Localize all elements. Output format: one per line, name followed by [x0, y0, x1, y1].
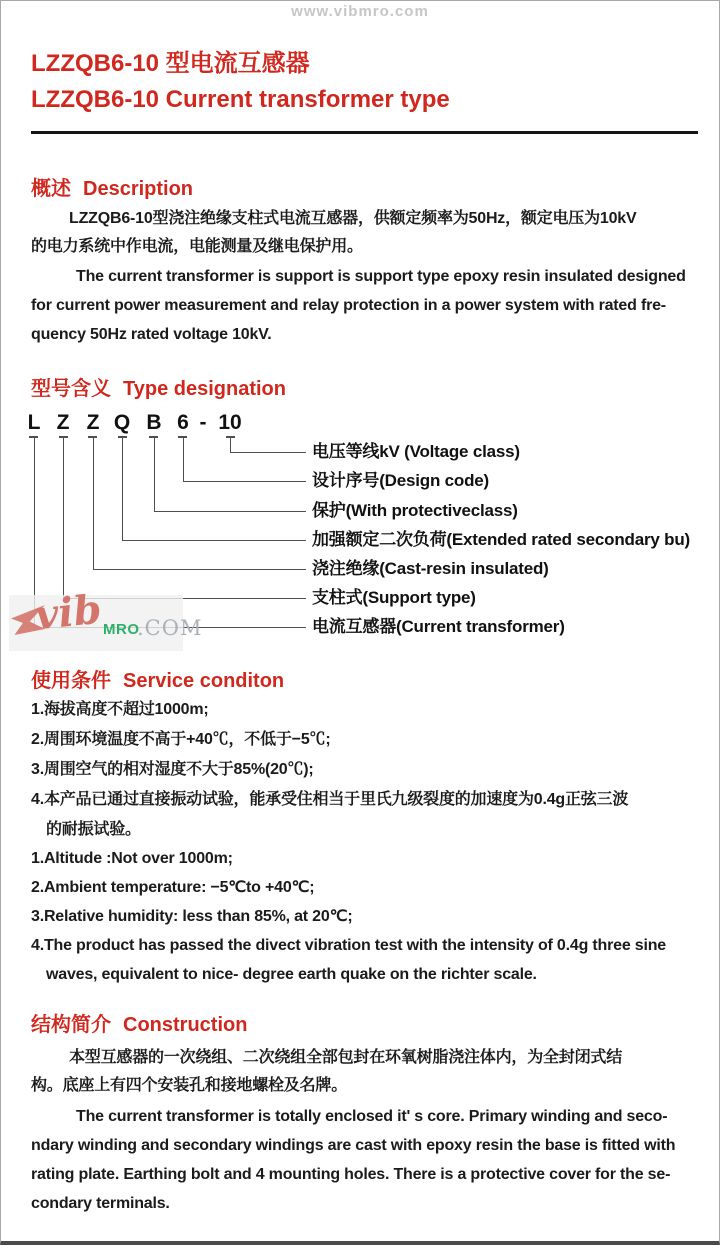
heading-description-zh: 概述: [31, 178, 71, 200]
description-paragraph-en: [31, 262, 686, 349]
designation-label: 设计序号(Design code): [312, 471, 490, 490]
designation-label: 支柱式(Support type): [312, 588, 476, 607]
heading-construction-zh: 结构简介: [31, 1014, 111, 1036]
service-item: 3.Relative humidity: less than 85%, at 20℃;: [31, 908, 353, 925]
section-heading-service-condition: [31, 664, 284, 693]
code-char: L: [27, 411, 41, 434]
connector-vertical: [183, 437, 184, 481]
paragraph-line: The current transformer is support is support type epoxy resin insulated designed: [76, 268, 686, 285]
connector-horizontal: [122, 540, 306, 541]
connector-vertical: [63, 437, 64, 598]
service-item-continuation: 的耐振试验。: [46, 821, 141, 838]
connector-horizontal: [154, 511, 306, 512]
logo-com-text: .COM: [137, 616, 203, 640]
designation-label: 电流互感器(Current transformer): [312, 617, 565, 636]
description-paragraph-zh: [31, 205, 636, 261]
heading-construction-en: Construction: [123, 1014, 248, 1036]
heading-type-designation-zh: 型号含义: [31, 378, 111, 400]
heading-service-en: Service conditon: [123, 670, 285, 692]
paragraph-line: condary terminals.: [31, 1195, 170, 1212]
service-items-zh: [31, 695, 628, 845]
heading-description-en: Description: [83, 178, 194, 200]
paragraph-line: rating plate. Earthing bolt and 4 mounting holes. There is a protective cover for the se-: [31, 1166, 671, 1183]
connector-horizontal: [183, 481, 306, 482]
service-item: 4.本产品已通过直接振动试验，能承受住相当于里氏九级裂度的加速度为0.4g正弦三波: [31, 791, 629, 808]
designation-label: 保护(With protectiveclass): [312, 501, 518, 520]
service-items-en: [31, 844, 666, 989]
connector-vertical: [122, 437, 123, 540]
code-char: Q: [113, 411, 131, 434]
section-heading-construction: [31, 1008, 247, 1037]
construction-paragraph-en: [31, 1102, 675, 1218]
type-designation-diagram: [27, 409, 698, 654]
vibmro-logo: [9, 585, 203, 651]
service-item: 2.周围环境温度不高于+40℃，不低于−5℃;: [31, 731, 331, 748]
logo-script-text: vib: [32, 585, 104, 640]
connector-vertical: [154, 437, 155, 511]
code-char: 6: [177, 411, 189, 434]
top-watermark: www.vibmro.com: [291, 3, 429, 20]
connector-horizontal: [93, 569, 306, 570]
construction-paragraph-zh: [31, 1044, 622, 1100]
title-divider: [31, 131, 698, 134]
service-item: 1.海拔高度不超过1000m;: [31, 701, 209, 718]
paragraph-line: LZZQB6-10型浇注绝缘支柱式电流互感器，供额定频率为50Hz，额定电压为10kV: [69, 210, 637, 227]
paragraph-line: 的电力系统中作电流，电能测量及继电保护用。: [31, 238, 363, 255]
service-item: 3.周围空气的相对湿度不大于85%(20℃);: [31, 761, 314, 778]
paragraph-line: for current power measurement and relay protection in a power system with rated fre-: [31, 297, 666, 314]
code-char: Z: [86, 411, 100, 434]
page-title-en: LZZQB6-10 Current transformer type: [31, 86, 450, 113]
connector-vertical: [93, 437, 94, 569]
code-char: 10: [218, 411, 242, 434]
connector-vertical: [230, 437, 231, 452]
designation-label: 电压等线kV (Voltage class): [312, 442, 520, 461]
heading-service-zh: 使用条件: [31, 670, 111, 692]
heading-type-designation-en: Type designation: [123, 378, 286, 400]
service-item-continuation: waves, equivalent to nice- degree earth quake on the richter scale.: [46, 966, 537, 983]
service-item: 4.The product has passed the divect vibration test with the intensity of 0.4g three sine: [31, 937, 666, 954]
designation-label: 浇注绝缘(Cast-resin insulated): [312, 559, 549, 578]
connector-horizontal: [230, 452, 306, 453]
logo-mro-text: MRO: [103, 621, 140, 638]
paragraph-line: quency 50Hz rated voltage 10kV.: [31, 326, 272, 343]
designation-label: 加强额定二次负荷(Extended rated secondary bu): [312, 530, 690, 549]
code-char: -: [199, 411, 207, 434]
paragraph-line: 构。底座上有四个安装孔和接地螺栓及名牌。: [31, 1077, 348, 1094]
code-char: B: [146, 411, 162, 434]
service-item: 2.Ambient temperature: −5℃to +40℃;: [31, 879, 315, 896]
section-heading-description: [31, 172, 193, 201]
paragraph-line: 本型互感器的一次绕组、二次绕组全部包封在环氧树脂浇注体内，为全封闭式结: [69, 1049, 623, 1066]
paragraph-line: The current transformer is totally enclosed it' s core. Primary winding and seco-: [76, 1108, 668, 1125]
page-title-zh: LZZQB6-10 型电流互感器: [31, 50, 310, 77]
section-heading-type-designation: [31, 372, 286, 401]
service-item: 1.Altitude :Not over 1000m;: [31, 850, 233, 867]
code-char: Z: [56, 411, 70, 434]
paragraph-line: ndary winding and secondary windings are cast with epoxy resin the base is fitted with: [31, 1137, 676, 1154]
